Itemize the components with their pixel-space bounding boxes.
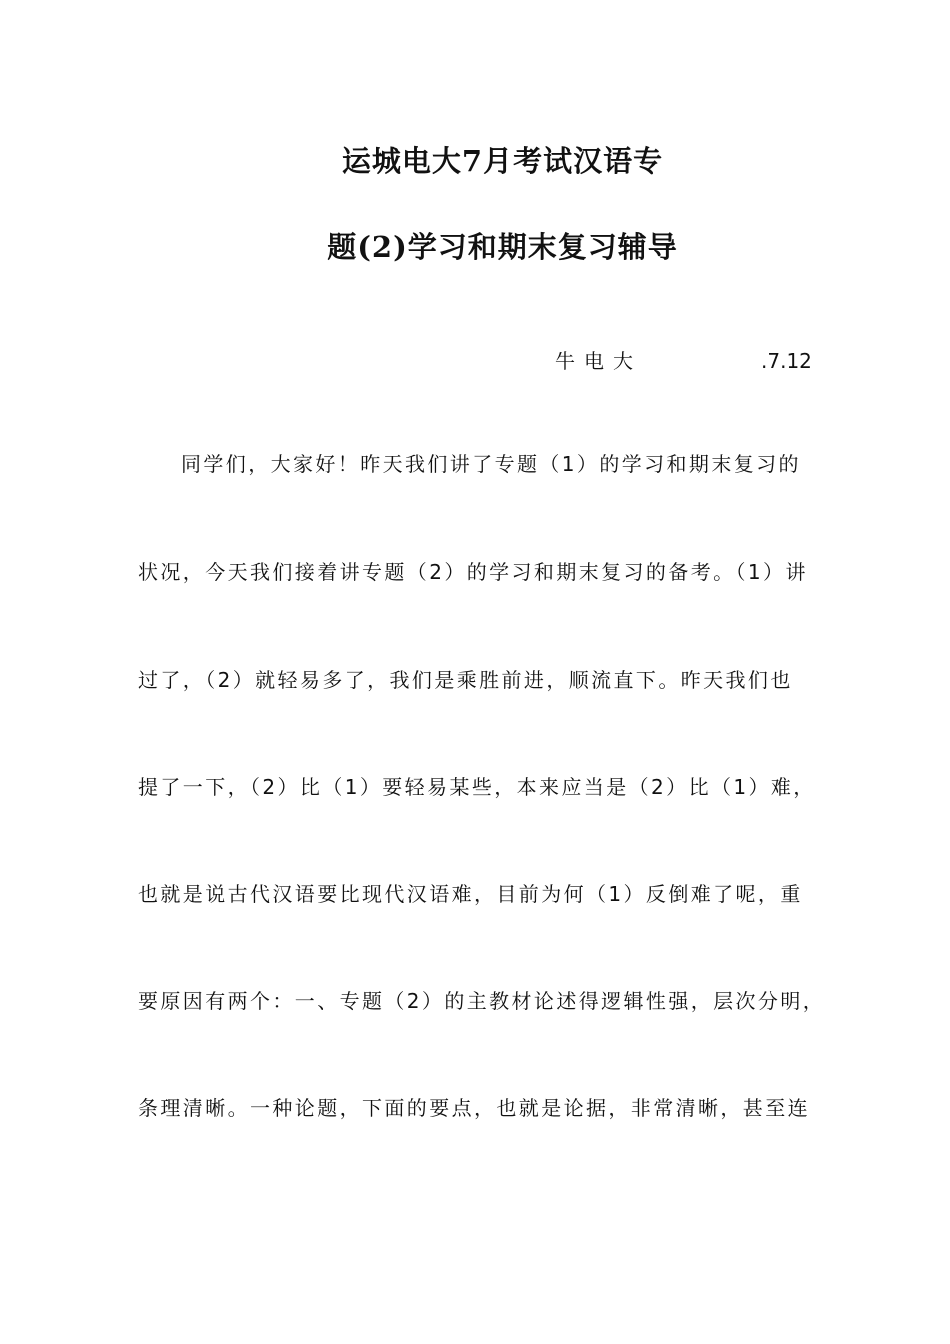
paragraph-line: 过了，（2）就轻易多了，我们是乘胜前进，顺流直下。昨天我们也 bbox=[138, 668, 793, 692]
document-title-line-1: 运城电大7月考试汉语专 bbox=[341, 144, 664, 178]
author-name: 牛电大 bbox=[555, 349, 642, 373]
document-date: .7.12 bbox=[761, 349, 812, 373]
document-title-line-2: 题(2)学习和期末复习辅导 bbox=[327, 230, 678, 264]
paragraph-line: 提了一下，（2）比（1）要轻易某些，本来应当是（2）比（1）难， bbox=[138, 775, 816, 799]
paragraph-line: 同学们，大家好！昨天我们讲了专题（1）的学习和期末复习的 bbox=[181, 452, 801, 476]
byline bbox=[555, 347, 812, 375]
paragraph-line: 要原因有两个：一、专题（2）的主教材论述得逻辑性强，层次分明， bbox=[138, 989, 826, 1013]
paragraph-line: 状况，今天我们接着讲专题（2）的学习和期末复习的备考。（1）讲 bbox=[138, 560, 808, 584]
paragraph-line: 条理清晰。一种论题，下面的要点，也就是论据，非常清晰，甚至连 bbox=[138, 1096, 810, 1120]
paragraph-line: 也就是说古代汉语要比现代汉语难，目前为何（1）反倒难了呢，重 bbox=[138, 882, 803, 906]
